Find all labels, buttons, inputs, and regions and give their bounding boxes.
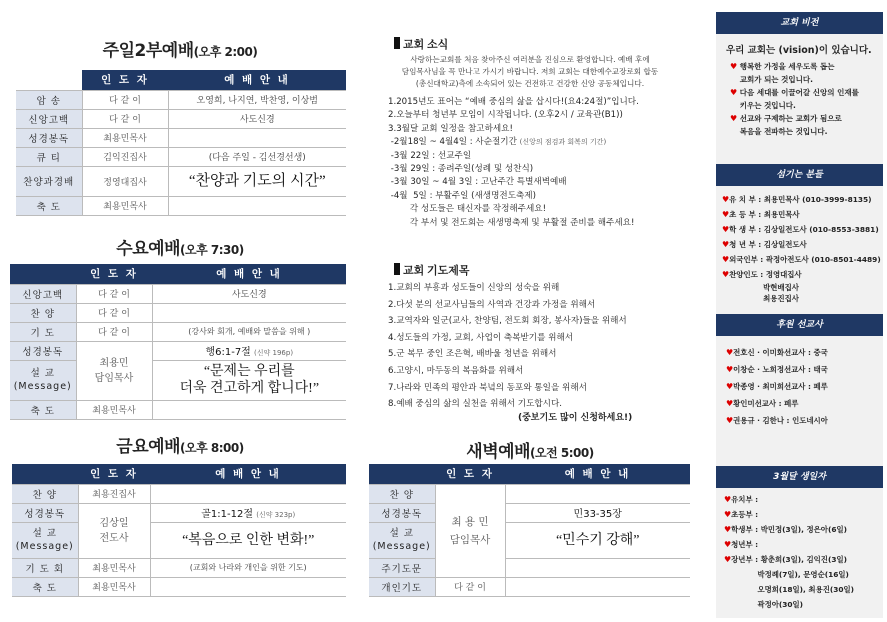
table-row: 큐 티 김익진집사 (다음 주일 - 김선경선생): [16, 147, 346, 166]
table-header: [369, 464, 690, 484]
list-item: ♥ 다음 세대를 이끌어갈 신앙의 인재를 키우는 것입니다.: [730, 88, 859, 110]
sunday-title: [20, 36, 340, 61]
list-item: ♥학생부 : 박민정(3일), 정은아(6일): [724, 525, 847, 534]
dawn-title: [372, 437, 688, 462]
table-row: 찬 양 최 용 민 담임목사: [369, 484, 690, 503]
heart-icon: ♥: [726, 348, 734, 357]
list-item: ♥초 등 부 : 최용민목사: [722, 210, 800, 219]
table-row: 축 도 최용민목사: [12, 577, 346, 596]
dawn-table: [369, 464, 690, 597]
heart-icon: ♥: [724, 555, 732, 564]
table-row: 기 도 다 같 이 (강사와 회개, 예배와 말씀을 위해 ): [10, 322, 346, 341]
table-row: 기 도 회 최용민목사 (교회와 나라와 개인을 위한 기도): [12, 558, 346, 577]
missionaries-heading: 후원 선교사: [716, 314, 883, 336]
heart-icon: ♥: [724, 525, 732, 534]
col-info: 예 배 안 내: [150, 464, 346, 484]
table-row: 설 교 (Message) “문제는 우리를 더욱 견고하게 합니다!”: [10, 360, 346, 400]
heart-icon: ♥: [726, 399, 734, 408]
heart-icon: ♥: [730, 62, 740, 71]
heart-icon: ♥: [722, 255, 730, 264]
list-item: ♥권용규 · 김한나 : 인도네시아: [726, 416, 828, 425]
friday-title: [20, 432, 340, 457]
list-item: 1.2015년도 표어는 “예배 중심의 삶을 삽시다!(요4:24절)”입니다.: [388, 97, 639, 107]
table-row: 설 교 (Message) “민수기 강해”: [369, 522, 690, 558]
list-item: ♥외국인부 : 곽정아전도사 (010-8501-4489): [722, 255, 881, 264]
prayer-list: [388, 280, 688, 413]
list-item: 오명희(18일), 최용진(30일): [724, 585, 855, 594]
friday-time: (오후 8:00): [180, 441, 244, 455]
list-item: 6.고양시, 마두동의 복음화를 위해서: [388, 365, 524, 376]
list-item: ♥유 치 부 : 최용민목사 (010-3999-8135): [722, 195, 872, 204]
list-item: -2월18일 ~ 4월4일 : 사순절기간 (신앙의 점검과 회복의 기간): [388, 137, 607, 148]
prayer-heading: 교회 기도제목: [394, 262, 470, 278]
heart-icon: ♥: [724, 495, 732, 504]
wednesday-title-text: 수요예배: [116, 239, 180, 259]
sunday-time: (오후 2:00): [193, 45, 258, 59]
heading-bar-icon: [394, 37, 400, 49]
heart-icon: ♥: [730, 114, 740, 123]
friday-title-text: 금요예배: [116, 437, 180, 457]
news-heading: 교회 소식: [394, 36, 448, 52]
heading-bar-icon: [394, 263, 400, 275]
list-item: ♥ 행복한 가정을 세우도록 돕는 교회가 되는 것입니다.: [730, 62, 835, 84]
heart-icon: ♥: [722, 195, 730, 204]
heart-icon: ♥: [722, 210, 730, 219]
wednesday-time: (오후 7:30): [180, 243, 244, 257]
table-row: 성경봉독 최용민 담임목사 행6:1-7절 (신약 196p): [10, 341, 346, 360]
list-item: 각 성도들은 태신자를 작정해주세요!: [388, 204, 547, 215]
col-leader: 인 도 자: [76, 264, 152, 284]
list-item: ♥청 년 부 : 김상일전도사: [722, 240, 807, 249]
col-leader: 인 도 자: [78, 464, 150, 484]
heart-icon: ♥: [722, 225, 730, 234]
list-item: 1.교회의 부흥과 성도들이 신앙의 성숙을 위해: [388, 283, 560, 293]
table-row: 찬 양 최용진집사: [12, 484, 346, 503]
ministers-list: [722, 192, 881, 304]
col-leader: 인 도 자: [435, 464, 505, 484]
heart-icon: ♥: [722, 240, 730, 249]
list-item: 최용진집사: [722, 294, 799, 303]
list-item: 3.교역자와 일군(교사, 찬양팀, 전도회 회장, 봉사자)들을 위해서: [388, 316, 627, 327]
birthdays-list: [724, 492, 854, 612]
heart-icon: ♥: [726, 365, 734, 374]
wednesday-title: [20, 234, 340, 259]
sunday-table: [16, 70, 346, 216]
list-item: 7.나라와 민족의 평안과 북녘의 동포와 통일을 위해서: [388, 382, 587, 393]
list-item: 2.오늘부터 청년부 모임이 시작됩니다. (오후2시 / 교육관(B1)): [388, 110, 623, 121]
table-row: 축 도 최용민목사: [10, 400, 346, 419]
ministers-heading: 섬기는 분들: [716, 164, 883, 186]
heart-icon: ♥: [726, 382, 734, 391]
list-item: ♥학 생 부 : 김상일전도사 (010-8553-3881): [722, 225, 879, 234]
missionaries-list: [726, 344, 828, 429]
prayer-note: (중보기도 많이 신청하세요!): [518, 413, 633, 423]
vision-list: [730, 60, 880, 138]
col-info: 예 배 안 내: [505, 464, 690, 484]
table-row: 성경봉독 민33-35장: [369, 503, 690, 522]
vision-heading: 교회 비전: [716, 12, 883, 34]
list-item: 박현배집사: [722, 283, 799, 292]
dawn-title-text: 새벽예배: [466, 442, 530, 462]
table-row: 성경봉독 최용민목사: [16, 128, 346, 147]
col-leader: 인 도 자: [82, 70, 168, 90]
table-row: 찬양과경배 정영대집사 “찬양과 기도의 시간”: [16, 166, 346, 196]
table-header: [16, 70, 346, 90]
heart-icon: ♥: [724, 540, 732, 549]
list-item: ♥박종영 · 최미희선교사 : 페루: [726, 382, 828, 391]
heart-icon: ♥: [730, 88, 740, 97]
dawn-time: (오전 5:00): [530, 446, 594, 460]
list-item: 8.예배 중심의 삶의 실천을 위해서 기도합시다.: [388, 399, 563, 410]
list-item: ♥청년부 :: [724, 540, 759, 549]
list-item: ♥황인미선교사 : 페루: [726, 399, 799, 408]
wednesday-table: [10, 264, 346, 420]
table-row: 설 교 (Message) “복음으로 인한 변화!”: [12, 522, 346, 558]
list-item: 각 부서 및 전도회는 새생명축제 및 부활절 준비를 해주세요!: [388, 217, 635, 228]
list-item: 3.3월달 교회 일정을 참고하세요!: [388, 123, 513, 134]
table-row: 성경봉독 김상일 전도사 골1:1-12절 (신약 323p): [12, 503, 346, 522]
sunday-title-text: 주일2부예배: [102, 41, 194, 61]
list-item: ♥장년부 : 황춘희(3일), 김익진(3일): [724, 555, 847, 564]
col-info: 예 배 안 내: [168, 70, 346, 90]
news-list: [388, 96, 688, 230]
table-row: 찬 양 다 같 이: [10, 303, 346, 322]
heart-icon: ♥: [726, 416, 734, 425]
list-item: -4월 5일 : 부활주일 (새생명전도축제): [388, 190, 536, 201]
list-item: 2.다섯 분의 선교사님들의 사역과 건강과 가정을 위해서: [388, 299, 596, 310]
heart-icon: ♥: [724, 510, 732, 519]
table-header: [10, 264, 346, 284]
col-info: 예 배 안 내: [152, 264, 346, 284]
list-item: 곽정아(30일): [724, 600, 804, 609]
friday-table: [12, 464, 346, 597]
list-item: ♥찬양인도 : 정영대집사: [722, 270, 802, 279]
list-item: 4.성도들의 가정, 교회, 사업이 축복받기를 위해서: [388, 332, 574, 343]
list-item: -3월 29일 : 종려주일(성례 및 성찬식): [388, 164, 534, 175]
list-item: -3월 22일 : 선교주일: [388, 150, 472, 161]
table-row: 개인기도 다 같 이: [369, 577, 690, 596]
list-item: ♥유치부 :: [724, 495, 759, 504]
list-item: 5.군 복무 중인 조은혁, 배바울 청년을 위해서: [388, 349, 557, 360]
vision-lead: 우리 교회는 (vision)이 있습니다.: [726, 45, 872, 56]
heart-icon: ♥: [722, 270, 730, 279]
list-item: 박정례(7일), 문영순(16일): [724, 570, 849, 579]
birthdays-heading: 3월달 생일자: [716, 466, 883, 488]
list-item: ♥이창순 · 노희정선교사 : 태국: [726, 365, 828, 374]
list-item: ♥전호신 · 이미화선교사 : 중국: [726, 348, 828, 357]
list-item: ♥초등부 :: [724, 510, 759, 519]
table-row: 신앙고백 다 같 이 사도신경: [10, 284, 346, 303]
table-row: 주기도문: [369, 558, 690, 577]
list-item: ♥ 선교와 구제하는 교회가 됨으로 복음을 전파하는 것입니다.: [730, 114, 842, 136]
table-row: 암 송 다 같 이 오영희, 나지연, 박찬영, 이상범: [16, 90, 346, 109]
table-header: [12, 464, 346, 484]
list-item: -3월 30일 ~ 4월 3일 : 고난주간 특별새벽예배: [388, 177, 567, 188]
table-row: 축 도 최용민목사: [16, 196, 346, 215]
table-row: 신앙고백 다 같 이 사도신경: [16, 109, 346, 128]
news-intro: 사랑하는교회를 처음 찾아주신 여러분을 진심으로 환영합니다. 예배 후에 담임목사님을 꼭 만나고 가시기 바랍니다. 저희 교회는 대한예수교장로회 합동 (총신대학교)측에 소속되어 있는 건전하고 건강한 신앙 공동체입니다.: [401, 55, 659, 88]
